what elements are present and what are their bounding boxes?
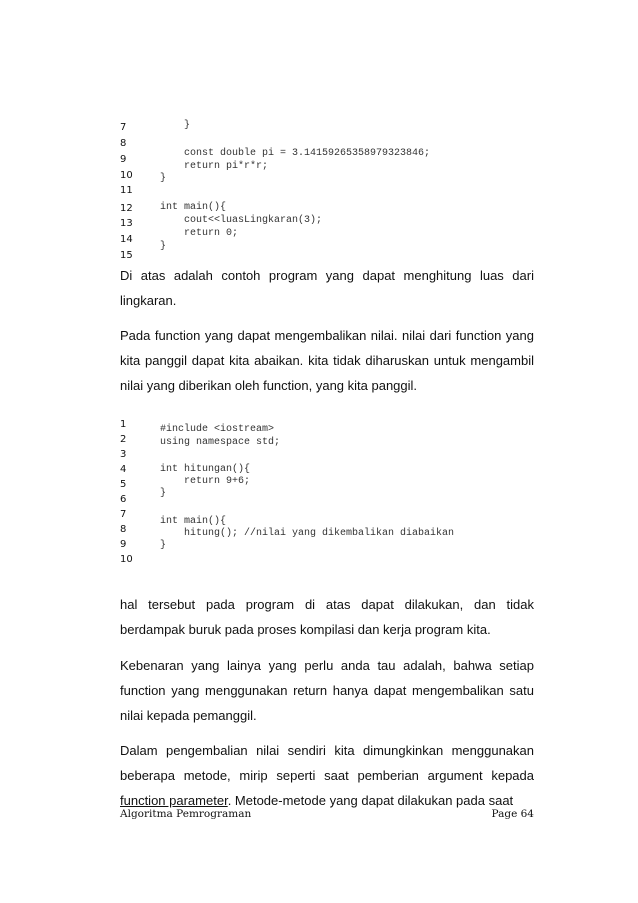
page-footer xyxy=(120,808,534,820)
code-line: } xyxy=(160,488,167,499)
footer-page-number: Page 64 xyxy=(491,808,534,820)
code-line: } xyxy=(160,173,167,184)
line-number: 9 xyxy=(120,154,127,165)
line-number: 2 xyxy=(120,434,127,445)
line-number: 7 xyxy=(120,122,127,133)
line-number: 12 xyxy=(120,203,133,214)
code-line: using namespace std; xyxy=(160,437,281,448)
code-line: int main(){ xyxy=(160,516,227,527)
code-line: } xyxy=(160,540,167,551)
line-number: 15 xyxy=(120,250,133,261)
line-number: 8 xyxy=(120,138,127,149)
code-line: hitung(); //nilai yang dikembalikan diabaikan xyxy=(160,528,455,539)
paragraph-4: Kebenaran yang lainya yang perlu anda tau adalah, bahwa setiap function yang menggunakan return hanya dapat mengembalikan satu nilai kepada pemanggil. xyxy=(120,658,534,723)
line-number: 4 xyxy=(120,464,127,475)
paragraph-5 xyxy=(120,738,534,813)
code-block-2 xyxy=(120,415,540,565)
line-number: 3 xyxy=(120,449,127,460)
code-line: return pi*r*r; xyxy=(160,161,269,172)
paragraph-5-text-before: Dalam pengembalian nilai sendiri kita dimungkinkan menggunakan beberapa metode, mirip seperti saat pemberian argument kepada xyxy=(120,743,534,783)
paragraph-2: Pada function yang dapat mengembalikan nilai. nilai dari function yang kita panggil dapat kita abaikan. kita tidak diharuskan untuk mengambil nilai yang diberikan oleh function, yang kita panggil. xyxy=(120,328,534,393)
code-line: } xyxy=(160,120,191,131)
code-line: int main(){ xyxy=(160,202,227,213)
line-number: 6 xyxy=(120,494,127,505)
code-line: } xyxy=(160,241,167,252)
footer-title: Algoritma Pemrograman xyxy=(120,808,252,820)
line-number: 11 xyxy=(120,185,133,196)
paragraph-1: Di atas adalah contoh program yang dapat menghitung luas dari lingkaran. xyxy=(120,268,534,308)
line-number: 10 xyxy=(120,170,133,181)
line-number: 10 xyxy=(120,554,133,565)
code-line: cout<<luasLingkaran(3); xyxy=(160,215,323,226)
code-block-1 xyxy=(120,118,540,261)
line-number: 8 xyxy=(120,524,127,535)
line-number: 7 xyxy=(120,509,127,520)
line-number: 1 xyxy=(120,419,127,430)
paragraph-5-text-after: . Metode-metode yang dapat dilakukan pada saat xyxy=(227,793,514,808)
code-line: return 0; xyxy=(160,228,239,239)
function-parameter-link[interactable]: function parameter xyxy=(120,793,228,808)
code-line: #include <iostream> xyxy=(160,424,275,435)
line-number: 14 xyxy=(120,234,133,245)
line-number: 13 xyxy=(120,218,133,229)
paragraph-3: hal tersebut pada program di atas dapat dilakukan, dan tidak berdampak buruk pada proses kompilasi dan kerja program kita. xyxy=(120,597,534,637)
code-line: return 9+6; xyxy=(160,476,251,487)
code-line: const double pi = 3.14159265358979323846; xyxy=(160,148,431,159)
line-number: 9 xyxy=(120,539,127,550)
code-line: int hitungan(){ xyxy=(160,464,251,475)
line-number: 5 xyxy=(120,479,127,490)
